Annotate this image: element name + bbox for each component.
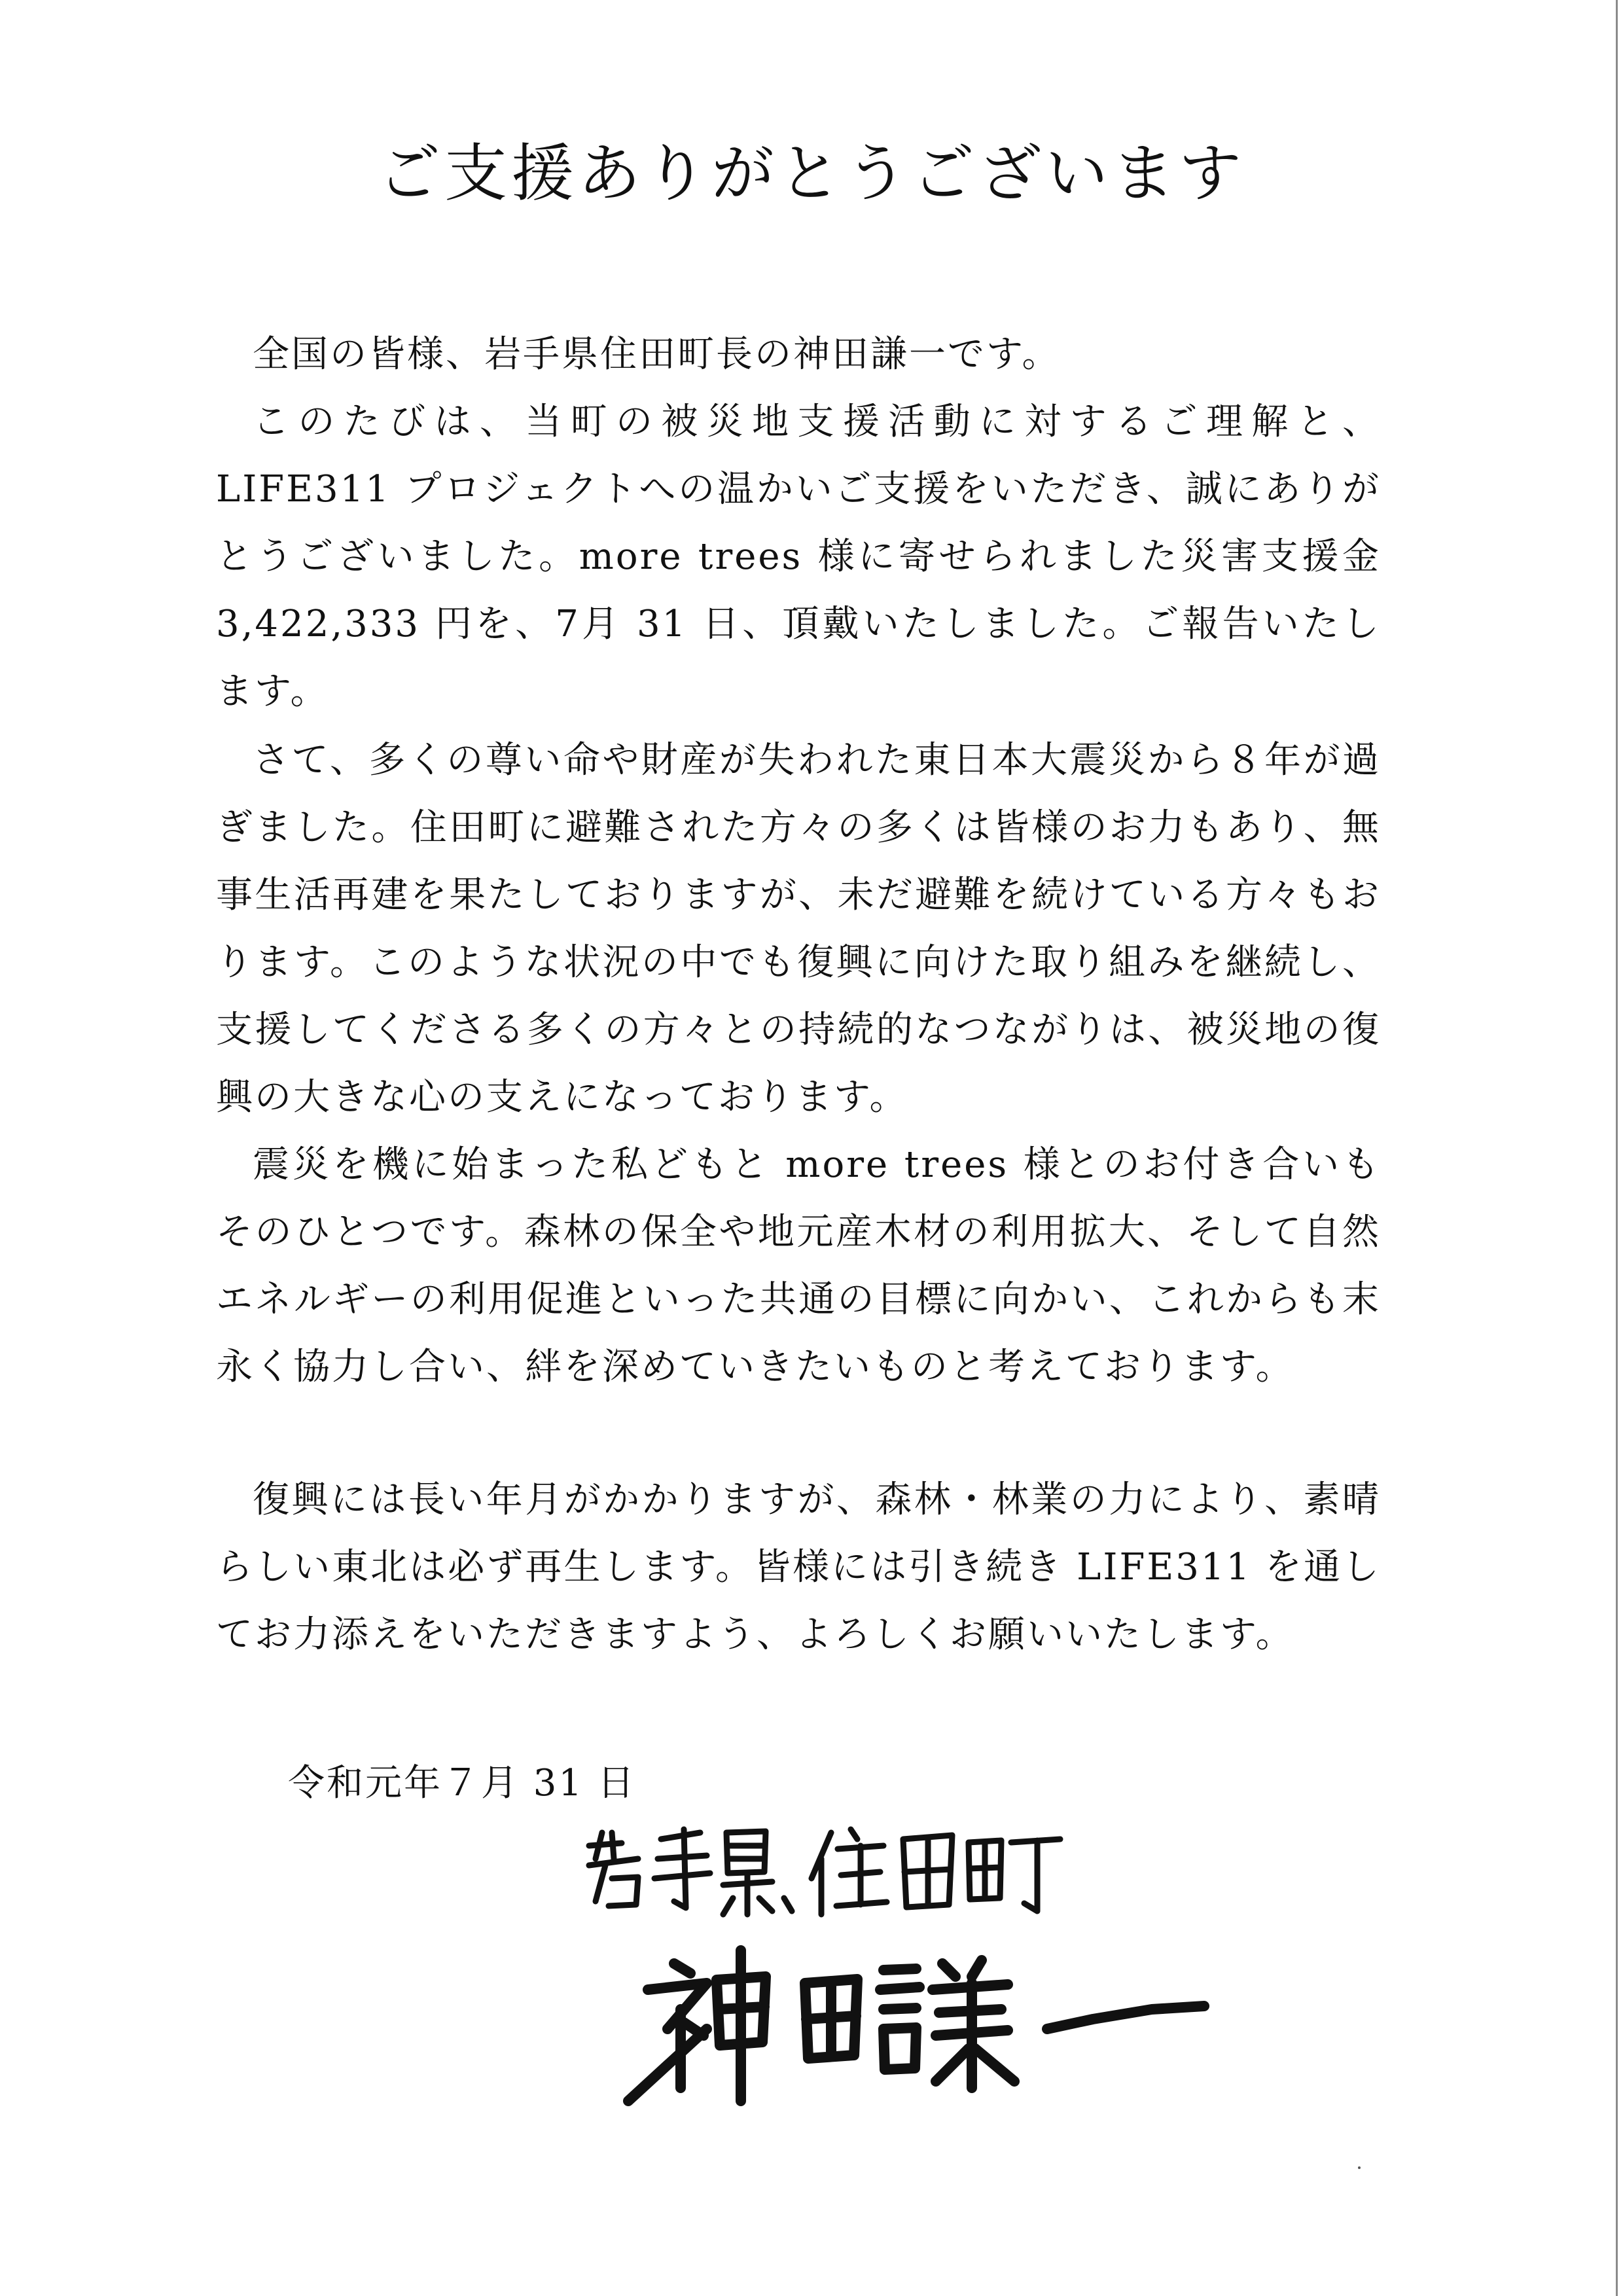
paragraph-greeting: 全国の皆様、岩手県住田町長の神田謙一です。: [253, 333, 1061, 376]
recovery-section: [216, 726, 1381, 1401]
paragraph-closing: 復興には長い年月がかかりますが、森林・林業の力により、素晴らしい東北は必ず再生します。皆様には引き続き LIFE311 を通してお力添えをいただきますよう、よろしくお願いいたします。: [216, 1479, 1381, 1656]
closing-section: [216, 1466, 1381, 1668]
paragraph-thanks: このたびは、当町の被災地支援活動に対するご理解と、LIFE311 プロジェクトへの温かいご支援をいただき、誠にありがとうございました。more trees 様に寄せられました災害支援金 3,422,333 円を、7月 31 日、頂戴いたしました。ご報告いたします。: [216, 401, 1381, 713]
signature-line-2: [628, 1950, 1204, 2101]
paragraph-recovery: さて、多くの尊い命や財産が失われた東日本大震災から８年が過ぎました。住田町に避難された方々の多くは皆様のお力もあり、無事生活再建を果たしておりますが、未だ避難を続けている方々もおります。このような状況の中でも復興に向けた取り組みを継続し、支援してくださる多くの方々との持続的なつながりは、被災地の復興の大きな心の支えになっております。: [216, 739, 1382, 1119]
paragraph-partnership: 震災を機に始まった私どもと more trees 様とのお付き合いもそのひとつです。森林の保全や地元産木材の利用拡大、そして自然エネルギーの利用促進といった共通の目標に向かい、これからも末永く協力し合い、絆を深めていきたいものと考えております。: [216, 1143, 1381, 1388]
letter-title: ご支援ありがとうございます: [378, 137, 1245, 210]
greeting-section: [216, 321, 1381, 725]
signature-line-1: [589, 1829, 1060, 1914]
scan-edge-line: [1616, 0, 1618, 2296]
letter-date: 令和元年７月 31 日: [288, 1762, 636, 1804]
scan-speck: [1358, 2166, 1361, 2169]
handwritten-signature: [576, 1793, 1361, 2121]
